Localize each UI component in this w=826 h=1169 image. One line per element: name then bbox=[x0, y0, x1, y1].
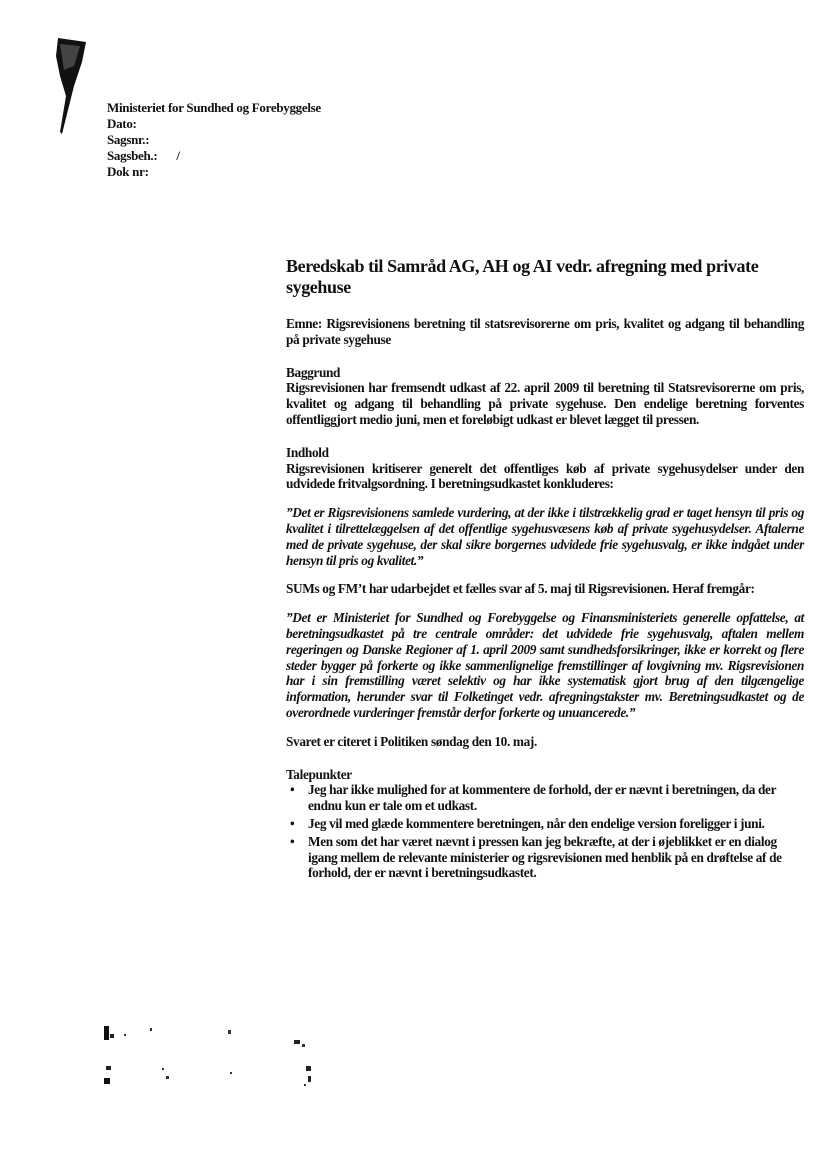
baggrund-text: Rigsrevisionen har fremsendt udkast af 22. april 2009 til beretning til Statsrevisorerne om pris, kvalitet og adgang til behandling på private sygehuse. Den endelige beretning forventes offentliggjort medio juni, men et foreløbigt udkast er blevet lægget til pressen. bbox=[286, 380, 804, 427]
bullet-icon: • bbox=[290, 833, 295, 849]
sagsbeh-row bbox=[107, 148, 321, 164]
scan-noise-specks bbox=[90, 1020, 330, 1100]
indhold-text: Rigsrevisionen kritiserer generelt det offentliges køb af private sygehusydelser under den udvidede fritvalgsordning. I beretningsudkastet konkluderes: bbox=[286, 460, 804, 492]
doknr-label: Dok nr: bbox=[107, 164, 149, 179]
emne-label: Emne: bbox=[286, 316, 322, 331]
list-item bbox=[286, 816, 804, 832]
document-title: Beredskab til Samråd AG, AH og AI vedr. afregning med private sygehuse bbox=[286, 256, 759, 297]
bullet-icon: • bbox=[290, 815, 295, 831]
scan-artifact-mark bbox=[52, 36, 88, 136]
baggrund-section bbox=[286, 365, 804, 428]
ministry-name: Ministeriet for Sundhed og Forebyggelse bbox=[107, 100, 321, 115]
talepunkt-text: Jeg har ikke mulighed for at kommentere de forhold, der er nævnt i beretningen, da der endnu kun er tale om et udkast. bbox=[308, 782, 776, 814]
talepunkt-text: Jeg vil med glæde kommentere beretningen, når den endelige version foreligger i juni. bbox=[308, 815, 765, 831]
talepunkt-text: Men som det har været nævnt i pressen kan jeg bekræfte, at der i øjeblikket er en dialog igang mellem de relevante ministerier og rigsrevisionen med henblik på en drøftelse af de forhold, der er nævnt i beretningsudkastet. bbox=[308, 833, 782, 881]
talepunkter-section bbox=[286, 767, 804, 882]
dato-label: Dato: bbox=[107, 116, 137, 131]
indhold-heading: Indhold bbox=[286, 444, 329, 460]
talepunkter-list bbox=[286, 782, 804, 881]
svar-text: SUMs og FM’t har udarbejdet et fælles svar af 5. maj til Rigsrevisionen. Heraf fremgår: bbox=[286, 581, 755, 597]
emne-text: Rigsrevisionens beretning til statsrevisorerne om pris, kvalitet og adgang til behandling på private sygehuse bbox=[286, 316, 804, 347]
baggrund-heading: Baggrund bbox=[286, 364, 341, 380]
sagsbeh-label: Sagsbeh.: bbox=[107, 148, 158, 163]
bullet-icon: • bbox=[290, 782, 295, 798]
document-body bbox=[286, 256, 804, 883]
sagsbeh-value: / bbox=[176, 148, 180, 163]
emne-paragraph bbox=[286, 316, 804, 348]
talepunkter-heading: Talepunkter bbox=[286, 766, 352, 782]
list-item bbox=[286, 834, 804, 881]
rigsrevision-quote: ”Det er Rigsrevisionens samlede vurdering, at der ikke i tilstrækkelig grad er taget hensyn til pris og kvalitet i tilrettelæggelsen af det offentlige sygehusvæsens køb af private sygehusydelser. Aftalerne med de private sygehuse, der skal sikre borgernes udvidede frie sygehusvalg, er ikke indgået under hensyn til pris og kvalitet.” bbox=[286, 505, 804, 568]
list-item bbox=[286, 782, 804, 814]
document-header bbox=[107, 100, 321, 180]
ministry-quote: ”Det er Ministeriet for Sundhed og Forebyggelse og Finansministeriets generelle opfattelse, at beretningsudkastet på tre centrale områder: det udvidede frie sygehusvalg, aftalen mellem regeringen og Danske Regioner af 1. april 2009 samt sundhedsforsikringer, ikke er korrekt og flere steder bygger på forkerte og ikke sammenlignelige fremstillinger af lovgivning mv. Rigsrevisionen har i sin fremstilling været selektiv og har ikke systematisk gjort brug af den tilgængelige information, herunder svar til Folketinget vedr. afregningstakster mv. Beretningsudkastet og de overordnede vurderinger fremstår derfor forkerte og unuancerede.” bbox=[286, 610, 804, 720]
sagsnr-label: Sagsnr.: bbox=[107, 132, 150, 147]
indhold-section bbox=[286, 445, 804, 750]
citeret-text: Svaret er citeret i Politiken søndag den 10. maj. bbox=[286, 733, 537, 749]
